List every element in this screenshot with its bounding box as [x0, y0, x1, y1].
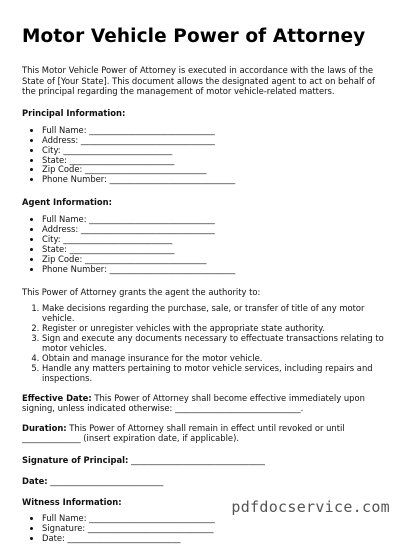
duration-label: Duration:	[22, 422, 67, 433]
effective-date-text: This Power of Attorney shall become effective immediately upon signing, unless indicated otherwise: ______________________________.	[22, 392, 365, 414]
duration-clause	[22, 423, 388, 444]
effective-date-label: Effective Date:	[22, 392, 92, 403]
agent-state: • State: _________________________	[42, 245, 388, 255]
principal-city: • City: __________________________	[42, 146, 388, 156]
principal-fields	[22, 126, 388, 185]
grant-item: 2. Register or unregister vehicles with the appropriate state authority.	[42, 324, 388, 334]
date-label: Date:	[22, 475, 48, 486]
watermark-text: pdfdocservice.com	[231, 498, 390, 516]
grant-item: 4. Obtain and manage insurance for the motor vehicle.	[42, 354, 388, 364]
document-page	[22, 26, 388, 544]
duration-text: This Power of Attorney shall remain in effect until revoked or until ______________ (insert expiration date, if applicable).	[22, 422, 345, 444]
signature-blank: ________________________________	[128, 454, 265, 465]
agent-fields	[22, 215, 388, 274]
date-blank: ___________________________	[47, 475, 164, 486]
witness-fields	[22, 514, 388, 544]
agent-city: • City: __________________________	[42, 235, 388, 245]
principal-state: • State: _________________________	[42, 156, 388, 166]
principal-zip: • Zip Code: _____________________________	[42, 165, 388, 175]
grant-item: 5. Handle any matters pertaining to motor vehicle services, including repairs and inspections.	[42, 364, 388, 384]
document-title: Motor Vehicle Power of Attorney	[22, 26, 366, 47]
principal-signature-line	[22, 455, 388, 465]
grant-item: 3. Sign and execute any documents necessary to effectuate transactions relating to motor vehicles.	[42, 334, 388, 354]
agent-zip: • Zip Code: _____________________________	[42, 255, 388, 265]
agent-full-name: • Full Name: ______________________________	[42, 215, 388, 225]
agent-heading: Agent Information:	[22, 197, 112, 208]
principal-heading: Principal Information:	[22, 107, 126, 118]
witness-signature: • Signature: ______________________________	[42, 524, 388, 534]
principal-date-line	[22, 476, 388, 486]
grant-item: 1. Make decisions regarding the purchase, sale, or transfer of title of any motor vehicle.	[42, 304, 388, 324]
principal-phone: • Phone Number: ______________________________	[42, 175, 388, 185]
grants-list	[22, 304, 388, 383]
grants-intro: This Power of Attorney grants the agent the authority to:	[22, 286, 261, 297]
signature-label: Signature of Principal:	[22, 454, 129, 465]
principal-address: • Address: ________________________________	[42, 136, 388, 146]
intro-paragraph: This Motor Vehicle Power of Attorney is executed in accordance with the laws of the State of [Your State]. This document allows the designated agent to act on behalf of the principal regarding the management of motor vehicle-related matters.	[22, 65, 375, 97]
principal-full-name: • Full Name: ______________________________	[42, 126, 388, 136]
effective-date-clause	[22, 393, 388, 414]
witness-full-name: • Full Name: ______________________________	[42, 514, 388, 524]
agent-address: • Address: ________________________________	[42, 225, 388, 235]
agent-phone: • Phone Number: ______________________________	[42, 265, 388, 275]
witness-heading: Witness Information:	[22, 496, 122, 507]
witness-date: • Date: ___________________________	[42, 534, 388, 544]
